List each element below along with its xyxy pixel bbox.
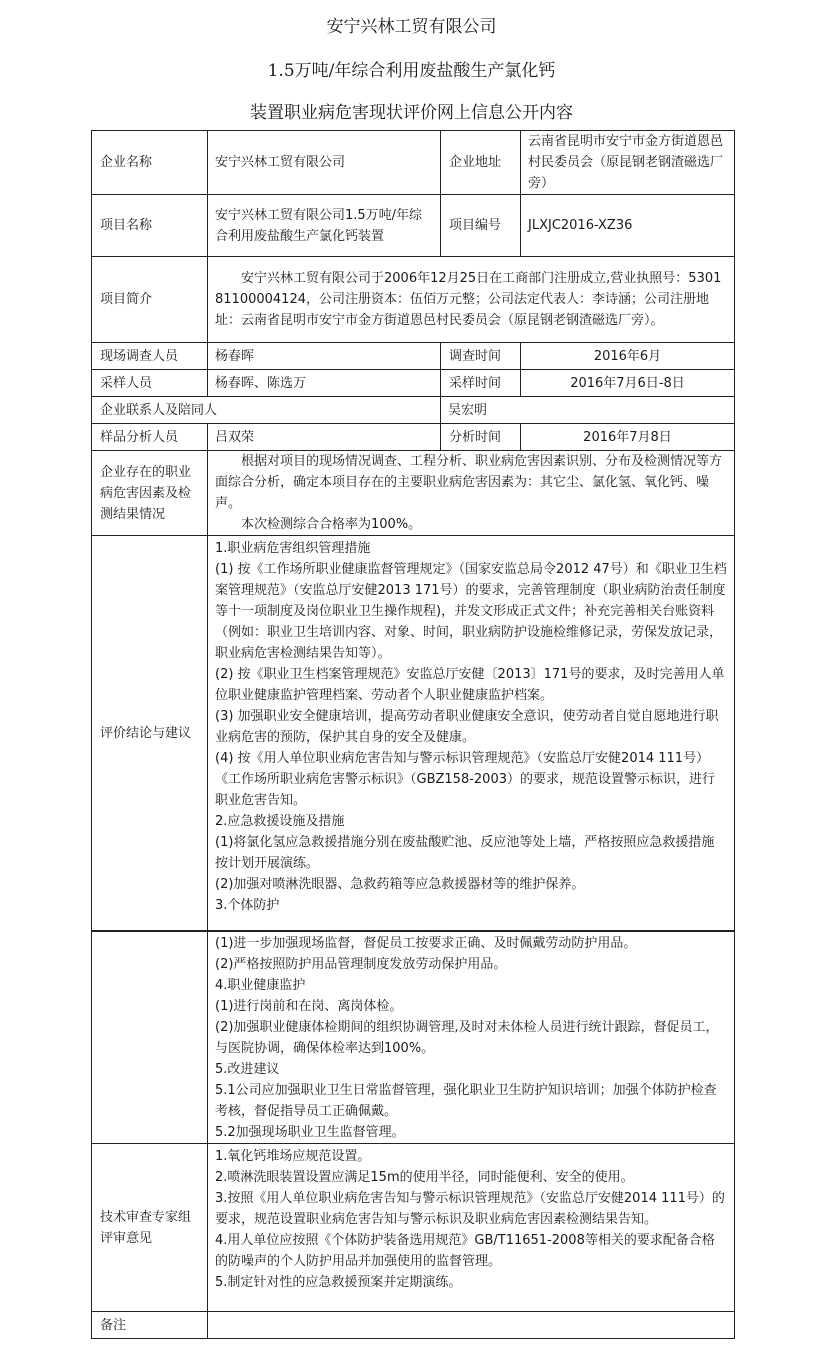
sampling-time-label: 采样时间 <box>441 370 521 397</box>
row-evaluation <box>92 536 735 932</box>
site-survey-label: 现场调查人员 <box>92 343 208 370</box>
evaluation-line: (3) 加强职业安全健康培训，提高劳动者职业健康安全意识，使劳动者自觉自愿地进行职业病危害的预防，保护其自身的安全及健康。 <box>215 709 719 745</box>
evaluation-label: 评价结论与建议 <box>92 536 208 932</box>
info-table <box>91 130 735 932</box>
survey-time-value: 2016年6月 <box>521 343 735 370</box>
hazards-value <box>208 451 735 536</box>
company-name-value: 安宁兴林工贸有限公司 <box>208 131 441 195</box>
expert-review-line: 1.氧化钙堆场应规范设置。 <box>215 1149 371 1164</box>
expert-review-line: 5.制定针对性的应急救援预案并定期演练。 <box>215 1275 462 1290</box>
evaluation-line: (2) 按《职业卫生档案管理规范》安监总厅安健〔2013〕171号的要求，及时完善用人单位职业健康监护管理档案、劳动者个人职业健康监护档案。 <box>215 667 725 703</box>
evaluation-line: 2.应急救援设施及措施 <box>215 814 345 829</box>
hazards-result: 本次检测综合合格率为100%。 <box>241 517 422 532</box>
document-title: 安宁兴林工贸有限公司 <box>326 17 497 37</box>
evaluation-line: (1)进一步加强现场监督，督促员工按要求正确、及时佩戴劳动防护用品。 <box>215 936 637 951</box>
info-table-continued <box>91 930 735 1339</box>
evaluation-line: 5.2加强现场职业卫生监督管理。 <box>215 1125 405 1140</box>
row-evaluation-continued <box>92 931 735 1144</box>
site-survey-value: 杨春晖 <box>208 343 441 370</box>
evaluation-line: 5.1公司应加强职业卫生日常监督管理，强化职业卫生防护知识培训；加强个体防护检查考核，督促指导员工正确佩戴。 <box>215 1083 717 1119</box>
company-address-value: 云南省昆明市安宁市金方街道恩邑村民委员会（原昆钢老钢渣磁选厂旁） <box>521 131 735 195</box>
hazards-label: 企业存在的职业病危害因素及检测结果情况 <box>92 451 208 536</box>
row-analysis <box>92 424 735 451</box>
project-name-label: 项目名称 <box>92 195 208 257</box>
company-name-label: 企业名称 <box>92 131 208 195</box>
expert-review-value <box>208 1144 735 1312</box>
evaluation-line: 5.改进建议 <box>215 1062 280 1077</box>
remarks-label: 备注 <box>92 1312 208 1339</box>
row-intro <box>92 257 735 343</box>
hazards-paragraph: 根据对项目的现场情况调查、工程分析、职业病危害因素识别、分布及检测情况等方面综合分析，确定本项目存在的主要职业病危害因素为：其它尘、氯化氢、氧化钙、噪声。 <box>215 454 723 511</box>
analysis-time-value: 2016年7月8日 <box>521 424 735 451</box>
row-expert-review <box>92 1144 735 1312</box>
expert-review-label: 技术审查专家组评审意见 <box>92 1144 208 1312</box>
evaluation-line: (1)进行岗前和在岗、离岗体检。 <box>215 999 403 1014</box>
remarks-value <box>208 1312 735 1339</box>
sampling-staff-label: 采样人员 <box>92 370 208 397</box>
project-code-label: 项目编号 <box>441 195 521 257</box>
analysis-staff-label: 样品分析人员 <box>92 424 208 451</box>
analysis-time-label: 分析时间 <box>441 424 521 451</box>
contact-value: 吴宏明 <box>441 397 735 424</box>
row-project <box>92 195 735 257</box>
evaluation-line: (2)加强职业健康体检期间的组织协调管理,及时对未体检人员进行统计跟踪，督促员工，与医院协调，确保体检率达到100%。 <box>215 1020 719 1056</box>
row-hazards <box>92 451 735 536</box>
row-survey <box>92 343 735 370</box>
row-company <box>92 131 735 195</box>
expert-review-line: 3.按照《用人单位职业病危害告知与警示标识管理规范》（安监总厅安健2014 111号）的要求，规范设置职业病危害告知与警示标识及职业病危害因素检测结果告知。 <box>215 1191 725 1227</box>
document-subtitle: 1.5万吨/年综合利用废盐酸生产氯化钙 <box>267 61 556 81</box>
evaluation-value <box>208 536 735 932</box>
evaluation-label-continued <box>92 931 208 1144</box>
evaluation-line: 4.职业健康监护 <box>215 978 306 993</box>
sampling-staff-value: 杨春晖、陈选万 <box>208 370 441 397</box>
evaluation-line: (2)加强对喷淋洗眼器、急救药箱等应急救援器材等的维护保养。 <box>215 877 585 892</box>
expert-review-line: 2.喷淋洗眼装置设置应满足15m的使用半径，同时能便利、安全的使用。 <box>215 1170 634 1185</box>
evaluation-line: (2)严格按照防护用品管理制度发放劳动保护用品。 <box>215 957 507 972</box>
project-intro-label: 项目简介 <box>92 257 208 343</box>
evaluation-value-continued <box>208 931 735 1144</box>
evaluation-line: 1.职业病危害组织管理措施 <box>215 541 371 556</box>
evaluation-line: (4) 按《用人单位职业病危害告知与警示标识管理规范》（安监总厅安健2014 111号）《工作场所职业病危害警示标识》（GBZ158-2003）的要求，规范设置警示标识，进行职业危害告知。 <box>215 751 715 808</box>
contact-label: 企业联系人及陪同人 <box>92 397 441 424</box>
sampling-time-value: 2016年7月6日-8日 <box>521 370 735 397</box>
row-sampling <box>92 370 735 397</box>
project-intro-value: 安宁兴林工贸有限公司于2006年12月25日在工商部门注册成立,营业执照号：530181100004124，公司注册资本：伍佰万元整；公司法定代表人：李诗涵；公司注册地址：云南省昆明市安宁市金方街道恩邑村民委员会（原昆钢老钢渣磁选厂旁）。 <box>208 257 735 343</box>
row-contact <box>92 397 735 424</box>
evaluation-line: 3.个体防护 <box>215 898 280 913</box>
evaluation-line: (1) 按《工作场所职业健康监督管理规定》（国家安监总局令2012 47号）和《职业卫生档案管理规范》（安监总厅安健2013 171号）的要求，完善管理制度（职业病防治责任制度等十一项制度及岗位职业卫生操作规程)，并发文形成正式文件；补充完善相关台账资料（例如：职业卫生培训内容、对象、时间，职业病防护设施检维修记录，劳保发放记录，职业病危害检测结果告知等）。 <box>215 562 727 661</box>
survey-time-label: 调查时间 <box>441 343 521 370</box>
analysis-staff-value: 吕双荣 <box>208 424 441 451</box>
project-name-value: 安宁兴林工贸有限公司1.5万吨/年综合利用废盐酸生产氯化钙装置 <box>208 195 441 257</box>
document-heading: 装置职业病危害现状评价网上信息公开内容 <box>250 103 573 123</box>
row-remarks <box>92 1312 735 1339</box>
company-address-label: 企业地址 <box>441 131 521 195</box>
project-code-value: JLXJC2016-XZ36 <box>521 195 735 257</box>
expert-review-line: 4.用人单位应按照《个体防护装备选用规范》GB/T11651-2008等相关的要求配备合格的防噪声的个人防护用品并加强使用的监督管理。 <box>215 1233 715 1269</box>
evaluation-line: (1)将氯化氢应急救援措施分别在废盐酸贮池、反应池等处上墙，严格按照应急救援措施按计划开展演练。 <box>215 835 715 871</box>
